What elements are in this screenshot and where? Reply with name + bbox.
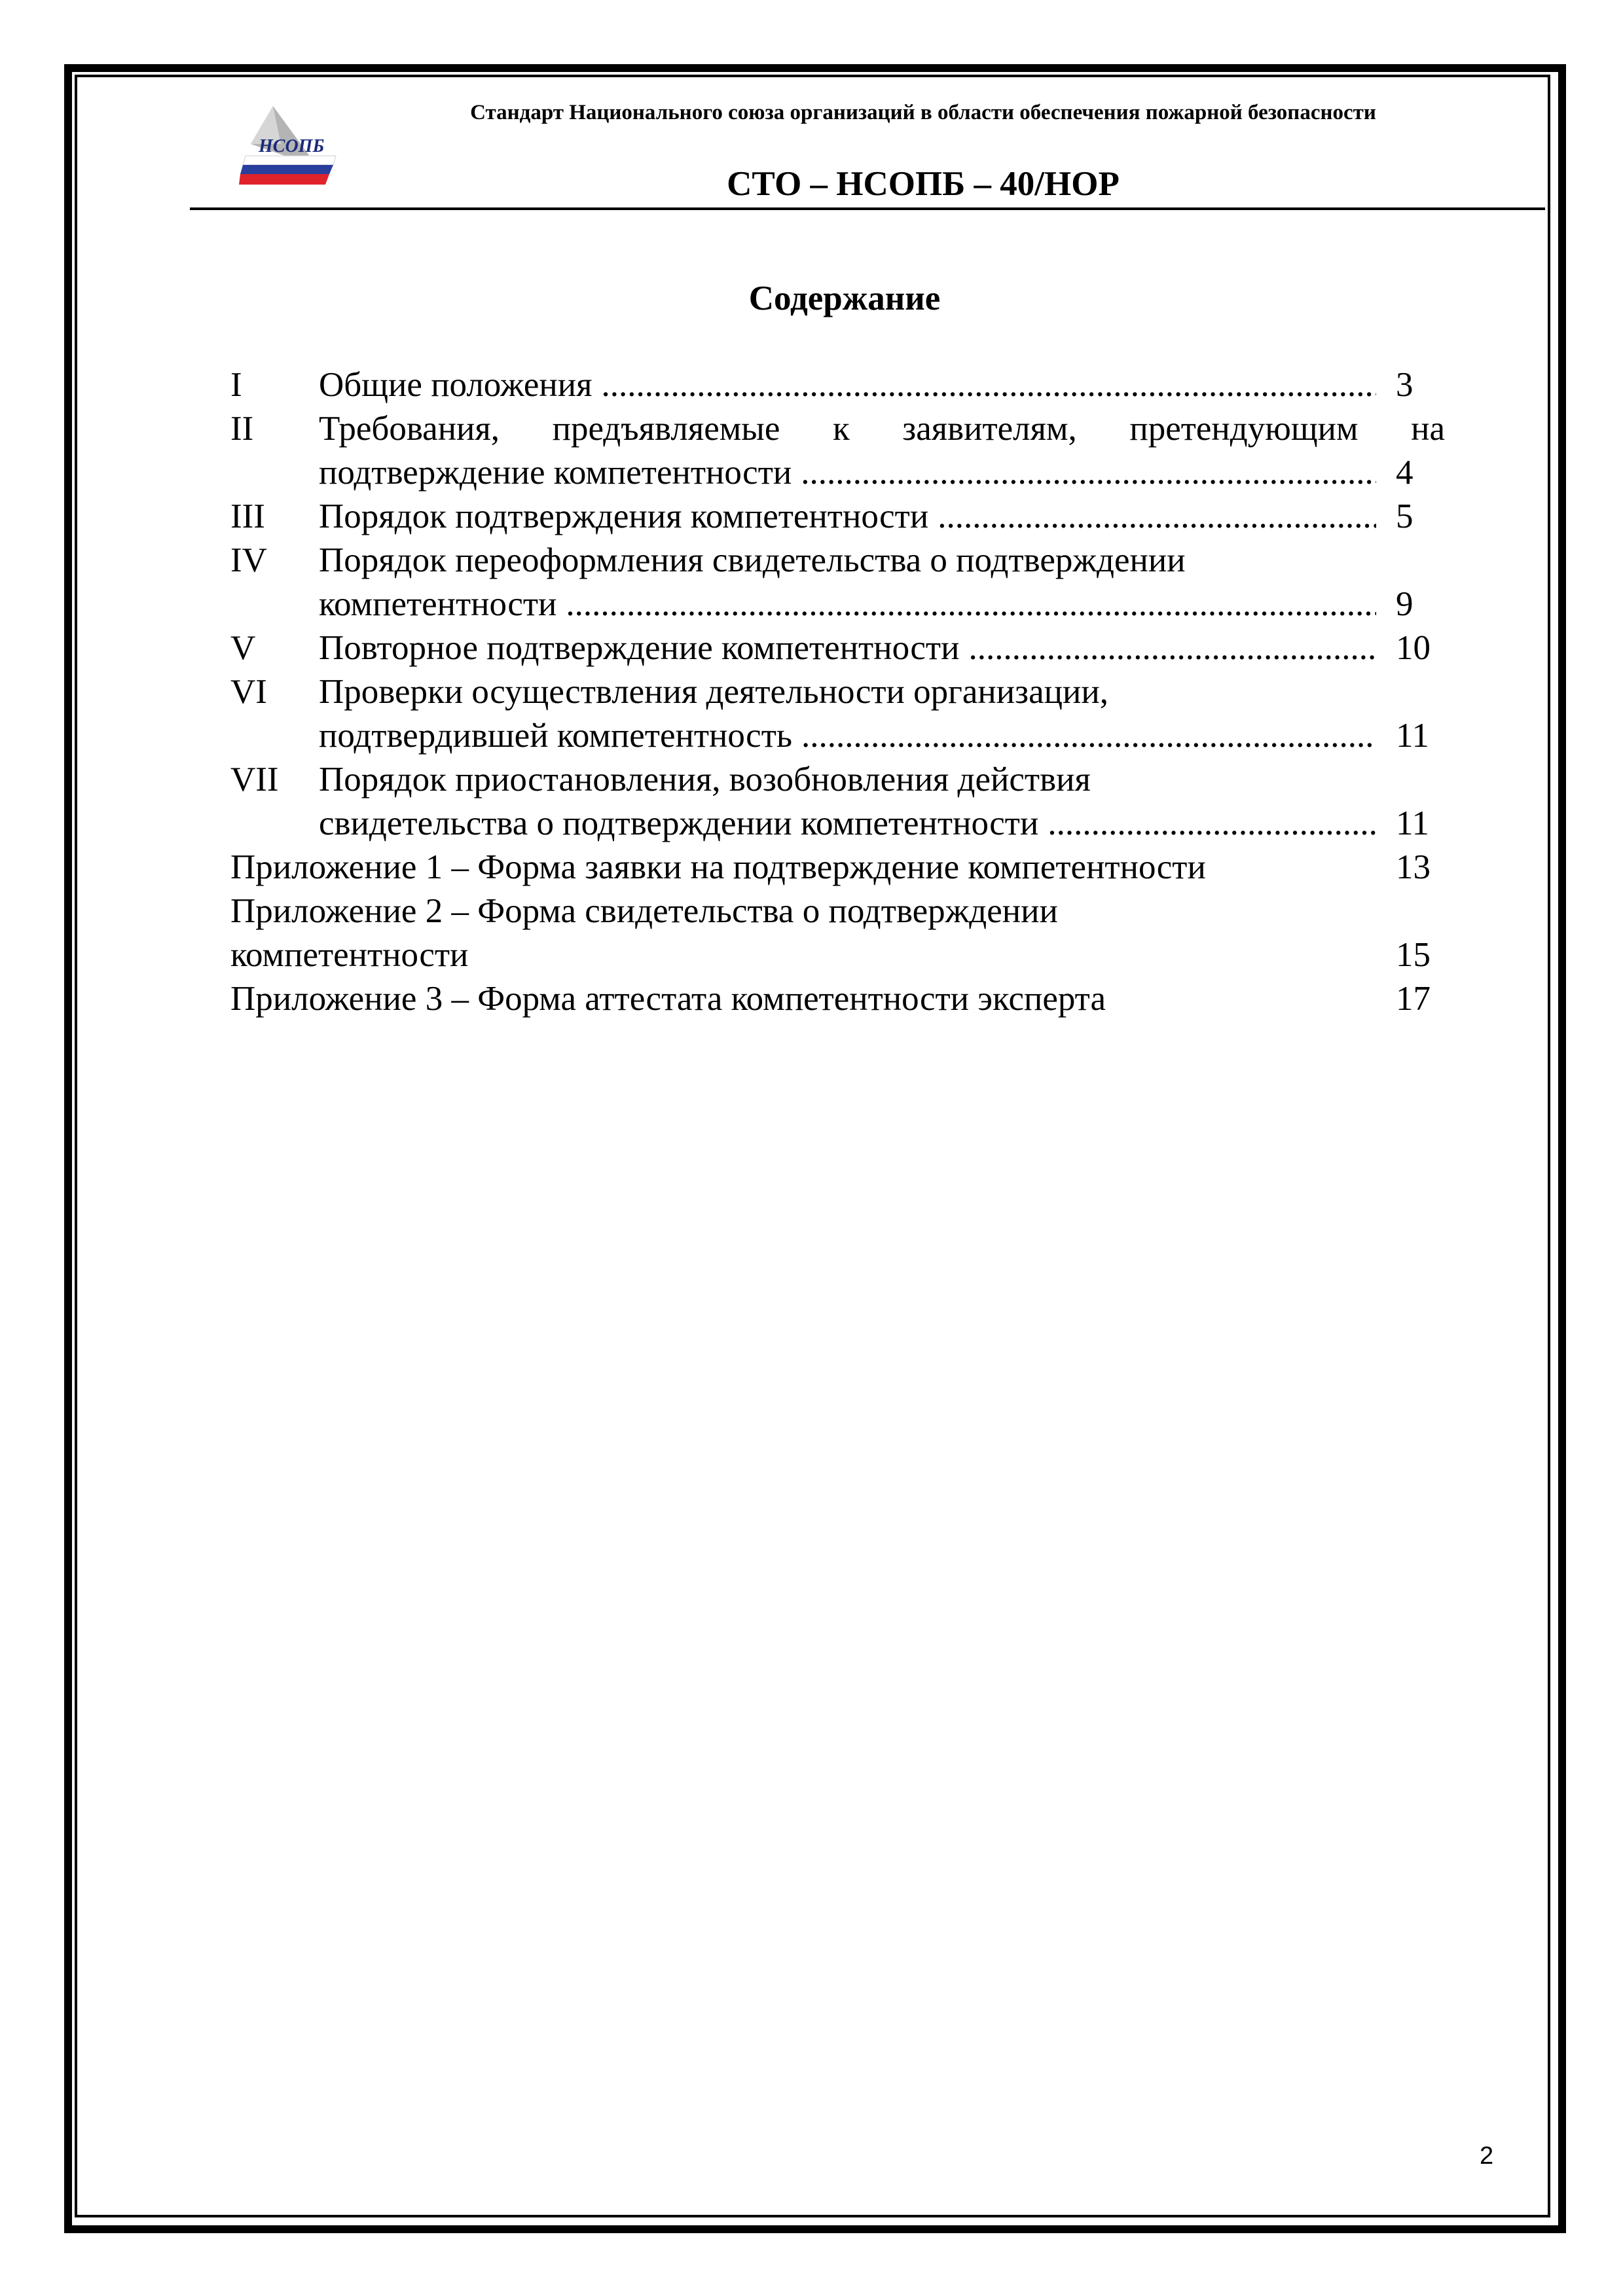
toc-item-text bbox=[319, 758, 1448, 846]
dot-leader bbox=[801, 451, 1376, 495]
toc-appendix-page: 17 bbox=[1396, 980, 1431, 1018]
toc-title-container bbox=[223, 278, 1467, 319]
toc-item-title-line: Порядок приостановления, возобновления действия bbox=[319, 761, 1091, 798]
toc-item-text bbox=[319, 363, 1448, 407]
dot-leader bbox=[1048, 802, 1376, 846]
logo-blue-stripe bbox=[240, 165, 333, 174]
toc-item-page: 5 bbox=[1396, 497, 1413, 535]
toc-item-title-line: Порядок переоформления свидетельства о подтверждении bbox=[319, 541, 1186, 579]
toc-item-number: VI bbox=[230, 673, 267, 711]
toc-item-page: 9 bbox=[1396, 585, 1413, 623]
toc-item-title: свидетельства о подтверждении компетентности bbox=[319, 804, 1039, 842]
nsopb-logo bbox=[239, 105, 337, 190]
toc-item-title: Порядок подтверждения компетентности bbox=[319, 497, 929, 535]
logo-text: НСОПБ bbox=[259, 136, 325, 156]
page-number: 2 bbox=[1480, 2142, 1494, 2170]
toc-appendix-title: Приложение 1 – Форма заявки на подтверждение компетентности bbox=[230, 848, 1206, 886]
toc-appendix[interactable] bbox=[230, 889, 1435, 977]
toc-appendix-page: 15 bbox=[1396, 936, 1431, 974]
dot-leader bbox=[968, 626, 1376, 670]
dot-leader bbox=[801, 714, 1376, 758]
toc-item[interactable] bbox=[230, 539, 1435, 626]
toc-appendix-title: компетентности bbox=[230, 936, 469, 974]
toc-item[interactable] bbox=[230, 495, 1435, 539]
toc-item-title: компетентности bbox=[319, 585, 557, 623]
toc-appendix[interactable] bbox=[230, 977, 1435, 1021]
toc-item-title-line: Требования, предъявляемые к заявителям, претендующим на bbox=[319, 410, 1445, 448]
toc-title: Содержание bbox=[748, 279, 941, 317]
dot-leader bbox=[602, 363, 1376, 407]
toc-item-page: 10 bbox=[1396, 629, 1431, 667]
toc-item-number: IV bbox=[230, 541, 267, 579]
toc-appendix-title-line: Приложение 2 – Форма свидетельства о подтверждении bbox=[230, 892, 1058, 930]
toc-item-title: подтвердившей компетентность bbox=[319, 717, 793, 755]
toc-item-text bbox=[319, 495, 1448, 539]
header-organization: Стандарт Национального союза организаций в области обеспечения пожарной безопасности bbox=[470, 101, 1376, 124]
toc-item-number: II bbox=[230, 410, 254, 448]
toc-item-number: VII bbox=[230, 761, 279, 798]
header-divider bbox=[190, 207, 1545, 210]
toc-item[interactable] bbox=[230, 363, 1435, 407]
toc-item-text bbox=[319, 407, 1448, 495]
toc-item-text bbox=[319, 539, 1448, 626]
toc-appendix-text bbox=[230, 977, 1396, 1021]
document-code: СТО – НСОПБ – 40/НОР bbox=[727, 165, 1120, 203]
toc-item-page: 11 bbox=[1396, 804, 1430, 842]
toc-item[interactable] bbox=[230, 758, 1435, 846]
toc-item-number: I bbox=[230, 366, 242, 404]
toc-item-page: 11 bbox=[1396, 717, 1430, 755]
toc-appendix-text bbox=[230, 846, 1396, 889]
toc-item-number: V bbox=[230, 629, 256, 667]
toc-appendix-title: Приложение 3 – Форма аттестата компетентности эксперта bbox=[230, 980, 1106, 1018]
toc-item[interactable] bbox=[230, 626, 1435, 670]
toc-item[interactable] bbox=[230, 407, 1445, 495]
toc-item-title: Общие положения bbox=[319, 366, 593, 404]
logo-red-stripe bbox=[239, 174, 329, 185]
toc-item-text bbox=[319, 626, 1448, 670]
toc-item-page: 3 bbox=[1396, 366, 1413, 404]
toc-appendix-text bbox=[230, 889, 1396, 977]
toc-item-page: 4 bbox=[1396, 454, 1413, 492]
dot-leader bbox=[938, 495, 1376, 539]
logo-white-stripe bbox=[243, 156, 336, 165]
toc-item-title: Повторное подтверждение компетентности bbox=[319, 629, 960, 667]
toc-appendix-page: 13 bbox=[1396, 848, 1431, 886]
toc-item-number: III bbox=[230, 497, 265, 535]
dot-leader bbox=[566, 583, 1376, 626]
toc-item-text bbox=[319, 670, 1448, 758]
toc-item-title: подтверждение компетентности bbox=[319, 454, 792, 492]
toc-item[interactable] bbox=[230, 670, 1435, 758]
toc-item-title-line: Проверки осуществления деятельности организации, bbox=[319, 673, 1108, 711]
table-of-contents bbox=[230, 363, 1445, 1021]
toc-appendix[interactable] bbox=[230, 846, 1435, 889]
